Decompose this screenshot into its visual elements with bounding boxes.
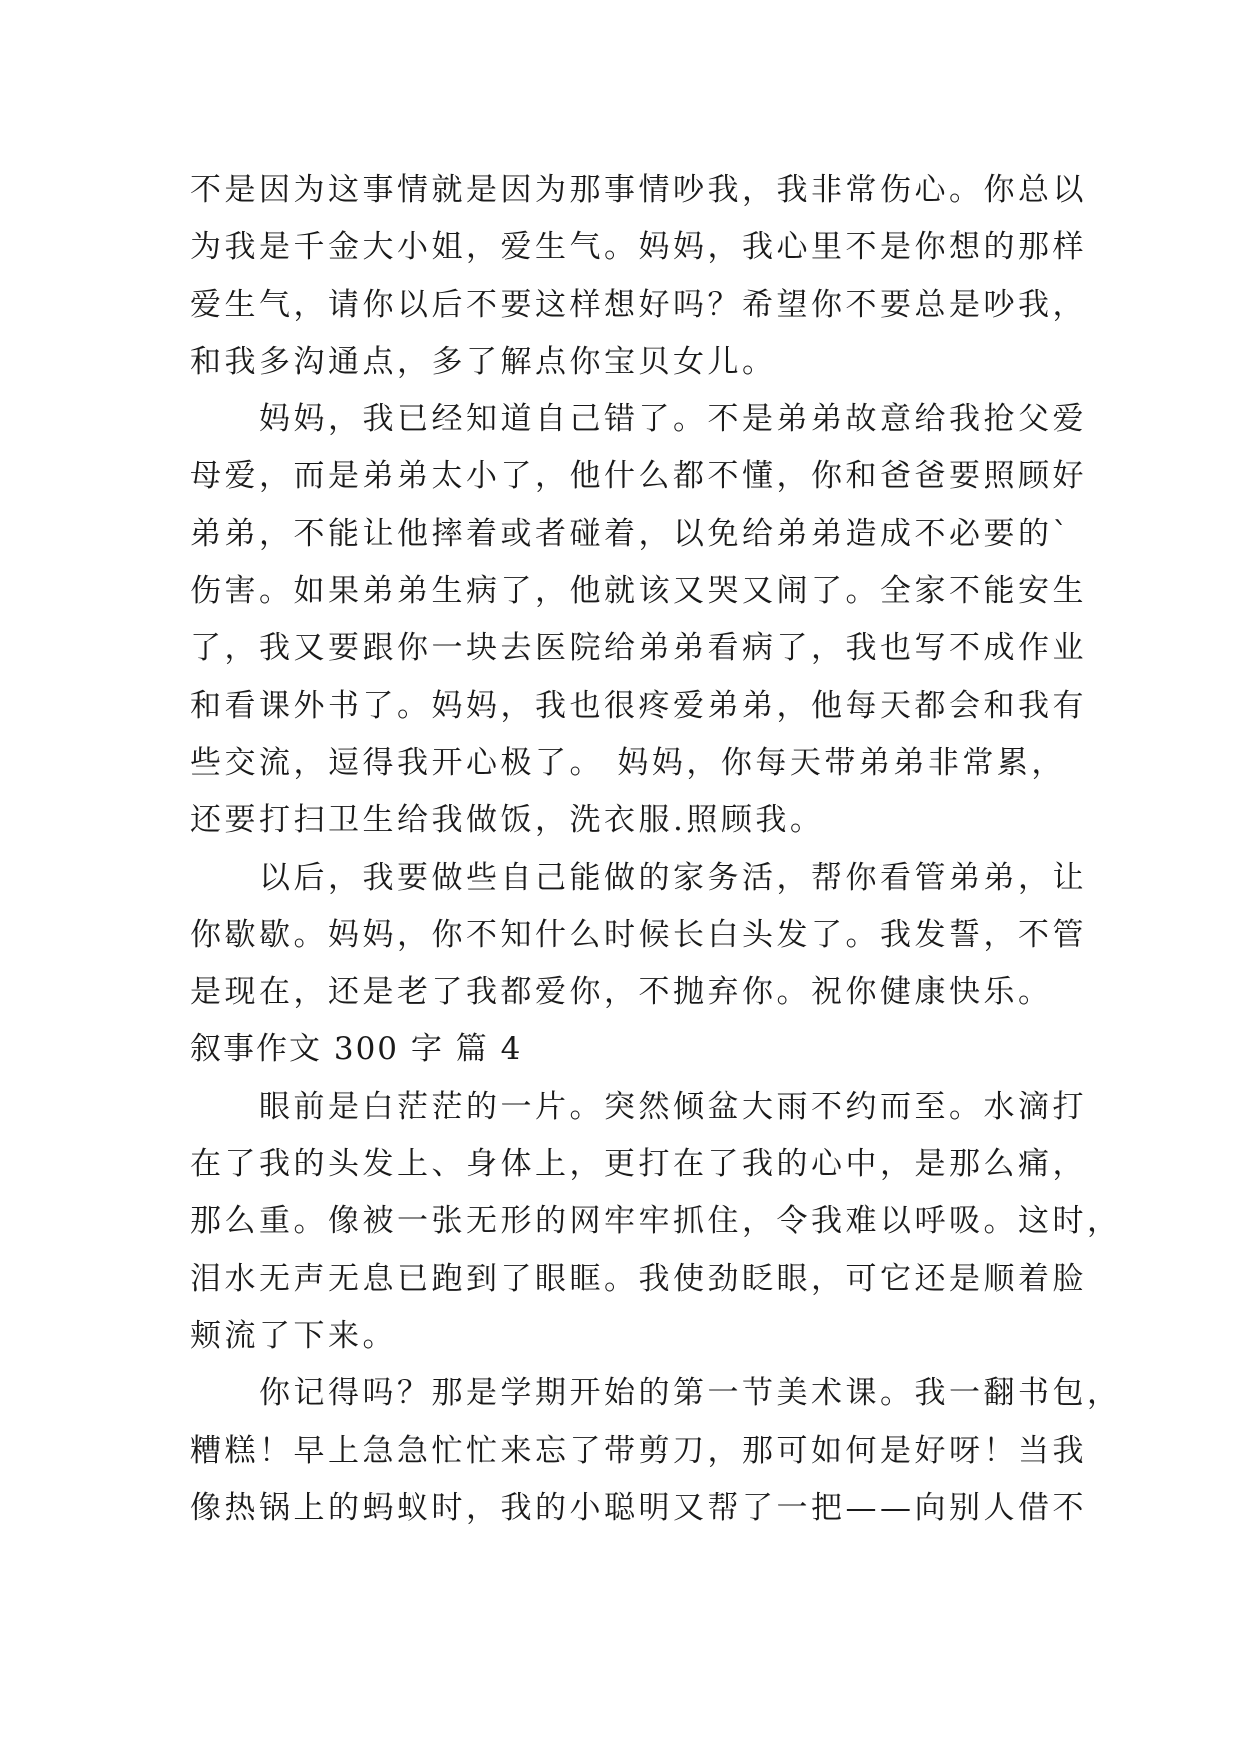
text-line: 不是因为这事情就是因为那事情吵我，我非常伤心。你总以 [190, 172, 1087, 208]
text-line: 母爱，而是弟弟太小了，他什么都不懂，你和爸爸要照顾好 [190, 458, 1087, 495]
section-heading [190, 1021, 1070, 1078]
essay-body [190, 162, 1122, 1537]
text-line: 爱生气，请你以后不要这样想好吗？希望你不要总是吵我， [190, 286, 1087, 323]
section-heading-text: 叙事作文 300 字 篇 4 [190, 1031, 523, 1068]
text-line: 你记得吗？那是学期开始的第一节美术课。我一翻书包， [190, 1375, 1122, 1412]
text-line: 为我是千金大小姐，爱生气。妈妈，我心里不是你想的那样 [190, 229, 1087, 266]
text-line: 你歇歇。妈妈，你不知什么时候长白头发了。我发誓，不管 [190, 916, 1087, 953]
paragraph-1 [190, 162, 1087, 391]
text-line: 像热锅上的蚂蚁时，我的小聪明又帮了一把——向别人借不 [190, 1489, 1087, 1526]
text-line: 妈妈，我已经知道自己错了。不是弟弟故意给我抢父爱 [190, 401, 1087, 438]
text-line: 颊流了下来。 [190, 1317, 397, 1354]
paragraph-4 [190, 1079, 1122, 1365]
text-line: 以后，我要做些自己能做的家务活，帮你看管弟弟，让 [190, 859, 1087, 896]
text-line: 弟弟，不能让他摔着或者碰着，以免给弟弟造成不必要的` [190, 515, 1072, 552]
text-line: 和看课外书了。妈妈，我也很疼爱弟弟，他每天都会和我有 [190, 687, 1087, 724]
paragraph-5 [190, 1365, 1122, 1537]
paragraph-2 [190, 391, 1087, 849]
text-line: 糟糕！早上急急忙忙来忘了带剪刀，那可如何是好呀！当我 [190, 1432, 1087, 1469]
text-line: 些交流，逗得我开心极了。 妈妈，你每天带弟弟非常累， [190, 744, 1066, 781]
text-line: 在了我的头发上、身体上，更打在了我的心中，是那么痛， [190, 1146, 1087, 1183]
text-line: 伤害。如果弟弟生病了，他就该又哭又闹了。全家不能安生 [190, 573, 1087, 610]
text-line: 泪水无声无息已跑到了眼眶。我使劲眨眼，可它还是顺着脸 [190, 1260, 1087, 1297]
text-line: 还要打扫卫生给我做饭，洗衣服.照顾我。 [190, 802, 825, 839]
text-line: 那么重。像被一张无形的网牢牢抓住，令我难以呼吸。这时， [190, 1203, 1122, 1240]
paragraph-3 [190, 850, 1087, 1022]
text-line: 眼前是白茫茫的一片。突然倾盆大雨不约而至。水滴打 [190, 1088, 1087, 1125]
text-line: 是现在，还是老了我都爱你，不抛弃你。祝你健康快乐。 [190, 974, 1053, 1011]
text-line: 和我多沟通点，多了解点你宝贝女儿。 [190, 343, 777, 380]
text-line: 了，我又要跟你一块去医院给弟弟看病了，我也写不成作业 [190, 630, 1087, 667]
